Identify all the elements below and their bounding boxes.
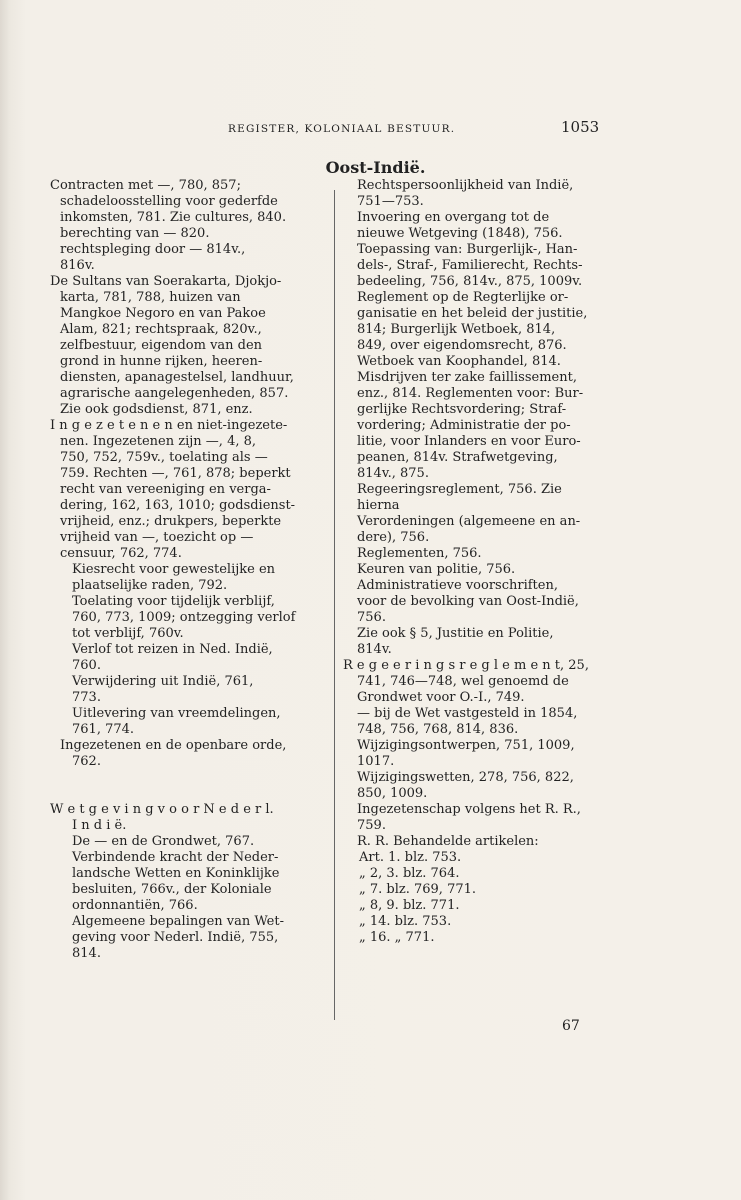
- block-gap: [50, 770, 322, 802]
- text-line: Algemeene bepalingen van Wet-: [72, 914, 284, 929]
- text-line: „ 16. „ 771.: [359, 930, 435, 945]
- text-line: Verordeningen (algemeene en an-: [357, 514, 581, 529]
- text-line: Verlof tot reizen in Ned. Indië,: [72, 642, 273, 657]
- text-line: Toelating voor tijdelijk verblijf,: [72, 594, 275, 609]
- text-line: Alam, 821; rechtspraak, 820v.,: [60, 322, 262, 337]
- text-line: R e g e e r i n g s r e g l e m e n t, 25,: [343, 658, 589, 673]
- text-line: Verbindende kracht der Neder-: [72, 850, 279, 865]
- text-line: Reglement op de Regterlijke or-: [357, 290, 569, 305]
- text-line: 816v.: [60, 258, 95, 273]
- text-line: „ 2, 3. blz. 764.: [359, 866, 460, 881]
- text-line: 759. Rechten —, 761, 878; beperkt: [60, 466, 291, 481]
- text-line: „ 7. blz. 769, 771.: [359, 882, 477, 897]
- text-line: Invoering en overgang tot de: [357, 210, 550, 225]
- text-line: 814v., 875.: [357, 466, 429, 481]
- text-line: Grondwet voor O.-I., 749.: [357, 690, 525, 705]
- text-line: 741, 746—748, wel genoemd de: [357, 674, 569, 689]
- text-line: W e t g e v i n g v o o r N e d e r l.: [50, 802, 274, 817]
- text-line: schadeloosstelling voor gederfde: [60, 194, 278, 209]
- text-line: Ingezetenen en de openbare orde,: [60, 738, 287, 753]
- text-line: tot verblijf, 760v.: [72, 626, 184, 641]
- text-line: censuur, 762, 774.: [60, 546, 182, 561]
- text-line: Misdrijven ter zake faillissement,: [357, 370, 577, 385]
- text-line: gerlijke Rechtsvordering; Straf-: [357, 402, 567, 417]
- left-entries-block: [50, 178, 322, 770]
- signature-mark: 67: [562, 1018, 580, 1034]
- text-line: 850, 1009.: [357, 786, 428, 801]
- text-line: karta, 781, 788, huizen van: [60, 290, 241, 305]
- text-line: dere), 756.: [357, 530, 430, 545]
- text-line: 750, 752, 759v., toelating als —: [60, 450, 268, 465]
- text-line: nieuwe Wetgeving (1848), 756.: [357, 226, 563, 241]
- section-title: Oost-Indië.: [325, 158, 426, 177]
- text-line: Wijzigingswetten, 278, 756, 822,: [357, 770, 574, 785]
- text-line: — bij de Wet vastgesteld in 1854,: [357, 706, 578, 721]
- text-line: vrijheid, enz.; drukpers, beperkte: [60, 514, 282, 529]
- left-wetgeving-block: [50, 802, 322, 962]
- text-line: recht van vereeniging en verga-: [60, 482, 271, 497]
- text-line: 759.: [357, 818, 386, 833]
- text-line: 849, over eigendomsrecht, 876.: [357, 338, 567, 353]
- text-line: agrarische aangelegenheden, 857.: [60, 386, 289, 401]
- text-line: Art. 1. blz. 753.: [359, 850, 462, 865]
- text-line: berechting van — 820.: [60, 226, 210, 241]
- text-line: Uitlevering van vreemdelingen,: [72, 706, 281, 721]
- text-line: 760, 773, 1009; ontzegging verlof: [72, 610, 296, 625]
- text-line: 814v.: [357, 642, 392, 657]
- text-line: Keuren van politie, 756.: [357, 562, 516, 577]
- text-line: zelfbestuur, eigendom van den: [60, 338, 263, 353]
- text-line: Wetboek van Koophandel, 814.: [357, 354, 561, 369]
- text-line: litie, voor Inlanders en voor Euro-: [357, 434, 581, 449]
- text-line: ganisatie en het beleid der justitie,: [357, 306, 588, 321]
- text-line: rechtspleging door — 814v.,: [60, 242, 246, 257]
- text-line: 773.: [72, 690, 101, 705]
- column-divider: [334, 190, 335, 1020]
- text-line: 814; Burgerlijk Wetboek, 814,: [357, 322, 556, 337]
- text-line: 762.: [72, 754, 101, 769]
- text-line: Kiesrecht voor gewestelijke en: [72, 562, 276, 577]
- text-line: 761, 774.: [72, 722, 135, 737]
- text-line: dering, 162, 163, 1010; godsdienst-: [60, 498, 296, 513]
- text-line: „ 8, 9. blz. 771.: [359, 898, 460, 913]
- text-line: 756.: [357, 610, 386, 625]
- text-line: vordering; Administratie der po-: [357, 418, 571, 433]
- text-line: 814.: [72, 946, 101, 961]
- text-line: landsche Wetten en Koninklijke: [72, 866, 280, 881]
- page-number: 1053: [561, 118, 600, 136]
- text-line: I n d i ë.: [72, 818, 127, 833]
- text-line: enz., 814. Reglementen voor: Bur-: [357, 386, 584, 401]
- text-line: R. R. Behandelde artikelen:: [357, 834, 539, 849]
- text-line: nen. Ingezetenen zijn —, 4, 8,: [60, 434, 257, 449]
- text-line: Verwijdering uit Indië, 761,: [72, 674, 254, 689]
- text-line: 751—753.: [357, 194, 424, 209]
- text-line: Zie ook § 5, Justitie en Politie,: [357, 626, 554, 641]
- text-line: hierna: [357, 498, 400, 513]
- page-header: [0, 118, 741, 139]
- text-line: „ 14. blz. 753.: [359, 914, 452, 929]
- text-line: 748, 756, 768, 814, 836.: [357, 722, 519, 737]
- text-line: voor de bevolking van Oost-Indië,: [357, 594, 579, 609]
- text-line: 1017.: [357, 754, 395, 769]
- text-line: Rechtspersoonlijkheid van Indië,: [357, 178, 574, 193]
- text-line: Zie ook godsdienst, 871, enz.: [60, 402, 253, 417]
- text-line: inkomsten, 781. Zie cultures, 840.: [60, 210, 287, 225]
- text-line: ordonnantiën, 766.: [72, 898, 198, 913]
- text-line: Reglementen, 756.: [357, 546, 482, 561]
- running-head: REGISTER, KOLONIAAL BESTUUR.: [228, 123, 456, 135]
- text-line: geving voor Nederl. Indië, 755,: [72, 930, 279, 945]
- text-line: 760.: [72, 658, 101, 673]
- left-column: [50, 178, 322, 962]
- text-line: bedeeling, 756, 814v., 875, 1009v.: [357, 274, 583, 289]
- text-line: Regeeringsreglement, 756. Zie: [357, 482, 562, 497]
- text-line: vrijheid van —, toezicht op —: [60, 530, 254, 545]
- text-line: Administratieve voorschriften,: [357, 578, 558, 593]
- text-line: Toepassing van: Burgerlijk-, Han-: [357, 242, 578, 257]
- text-line: De Sultans van Soerakarta, Djokjo-: [50, 274, 282, 289]
- text-line: De — en de Grondwet, 767.: [72, 834, 255, 849]
- text-line: diensten, apanagestelsel, landhuur,: [60, 370, 294, 385]
- text-line: plaatselijke raden, 792.: [72, 578, 228, 593]
- text-line: Ingezetenschap volgens het R. R.,: [357, 802, 581, 817]
- text-line: besluiten, 766v., der Koloniale: [72, 882, 272, 897]
- text-line: dels-, Straf-, Familierecht, Rechts-: [357, 258, 583, 273]
- right-column: [343, 178, 613, 946]
- text-line: peanen, 814v. Strafwetgeving,: [357, 450, 558, 465]
- text-line: Mangkoe Negoro en van Pakoe: [60, 306, 266, 321]
- text-line: grond in hunne rijken, heeren-: [60, 354, 263, 369]
- text-line: Wijzigingsontwerpen, 751, 1009,: [357, 738, 575, 753]
- text-line: Contracten met —, 780, 857;: [50, 178, 241, 193]
- text-line: I n g e z e t e n e n en niet-ingezete-: [50, 418, 288, 433]
